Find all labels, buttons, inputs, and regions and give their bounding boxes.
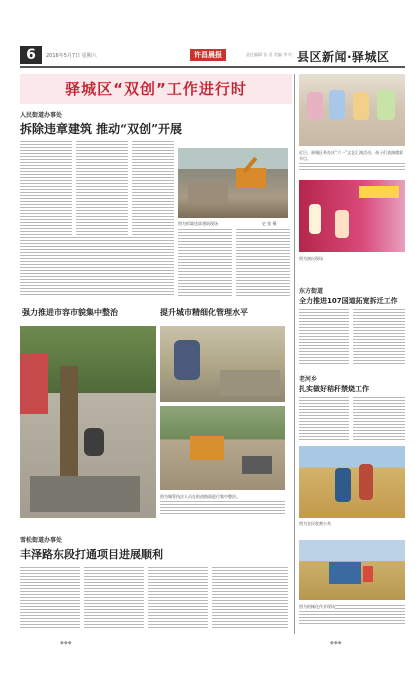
paving-stones-shape <box>220 370 280 396</box>
story3-text-col2 <box>84 566 144 628</box>
story2-headline-right: 提升城市精细化管理水平 <box>160 308 248 317</box>
excavator-shape-2 <box>190 436 224 460</box>
story1-photo-caption: 图为拆除违章建筑现场 <box>178 221 218 226</box>
excavator-shape <box>236 168 266 188</box>
worker-figure <box>84 428 104 456</box>
story1-headline: 拆除违章建筑 推动“双创”开展 <box>20 122 182 136</box>
right-story2-caption: 图为演出现场 <box>299 256 323 261</box>
story1-credit: 史 张 摄 <box>262 221 277 226</box>
demolition-photo <box>178 148 288 218</box>
performer-figure-1 <box>309 204 321 234</box>
story1-kicker: 人民街道办事处 <box>20 112 63 119</box>
harvester-shape <box>329 562 361 584</box>
story1-text-col4 <box>178 228 232 296</box>
right-kicker1: 东方街道 <box>299 288 324 295</box>
right-kicker2: 老河乡 <box>299 376 318 383</box>
farmer-figure <box>335 468 351 502</box>
issue-date: 2016年5月7日 星期六 <box>46 53 97 59</box>
right-story1-caption: 近日，驿城区举办庆“六一”文艺汇演活动，孩子们表演精彩节目。 <box>299 150 404 161</box>
story3-text-col3 <box>148 566 208 628</box>
footer-ornament-right: ◆◆◆ <box>330 640 342 646</box>
story1-text-bottom <box>20 236 174 296</box>
right-headline1: 全力推进107国道拓宽拆迁工作 <box>299 297 398 305</box>
story2-caption: 图为城管执法人员在街道路面进行集中整治。 <box>160 494 285 500</box>
right-text-col1 <box>299 308 349 366</box>
street-tree-photo <box>20 326 156 518</box>
harvester-photo <box>299 540 405 600</box>
story3-headline: 丰泽路东段打通项目进展顺利 <box>20 548 163 561</box>
worker-paving-photo <box>160 326 285 402</box>
editor-line: 责任编辑 张 君 美编 李 红 <box>246 52 293 57</box>
shop-sign-shape <box>20 354 48 414</box>
truck-shape <box>242 456 272 474</box>
story1-text-col5 <box>236 228 290 296</box>
story3-kicker: 雪松街道办事处 <box>20 537 63 544</box>
right-text-col3 <box>299 396 349 442</box>
children-performance-photo <box>299 74 405 146</box>
performer-figure-2 <box>335 210 349 238</box>
right-photo3-caption: 图为农民收割小麦 <box>299 521 331 526</box>
footer-ornament-left: ◆◆◆ <box>60 640 72 646</box>
trench-shape <box>30 476 140 512</box>
story3-text-col1 <box>20 566 80 628</box>
road-work-photo <box>160 406 285 490</box>
topic-banner <box>20 74 292 104</box>
tree-trunk-shape <box>60 366 78 476</box>
rubble-shape <box>188 182 228 202</box>
stage-backdrop-text <box>359 186 399 198</box>
masthead-rule <box>20 66 405 68</box>
banner-title: 驿城区“双创”工作进行时 <box>65 80 247 98</box>
harvest-photo <box>299 446 405 518</box>
worker-figure-2 <box>174 340 200 380</box>
page-number: 6 <box>20 46 42 64</box>
child-figure-1 <box>307 92 323 120</box>
harvester-cab <box>363 566 373 582</box>
stage-performance-photo <box>299 180 405 252</box>
story3-text-col4 <box>212 566 288 628</box>
section-title: 县区新闻·驿城区 <box>297 50 390 64</box>
right-text-col4 <box>353 396 405 442</box>
right-photo4-caption: 图为机械化作业现场 <box>299 604 335 609</box>
column-divider <box>294 74 295 634</box>
right-text-col2 <box>353 308 405 366</box>
right-headline2: 扎实做好秸秆禁烧工作 <box>299 385 369 393</box>
paper-logo: 许昌晨报 <box>190 49 226 61</box>
child-figure-4 <box>377 90 395 120</box>
story2-headline-left: 强力推进市容市貌集中整治 <box>22 308 118 317</box>
child-figure-3 <box>353 92 369 120</box>
farmer-figure-2 <box>359 464 373 500</box>
child-figure-2 <box>329 90 345 120</box>
